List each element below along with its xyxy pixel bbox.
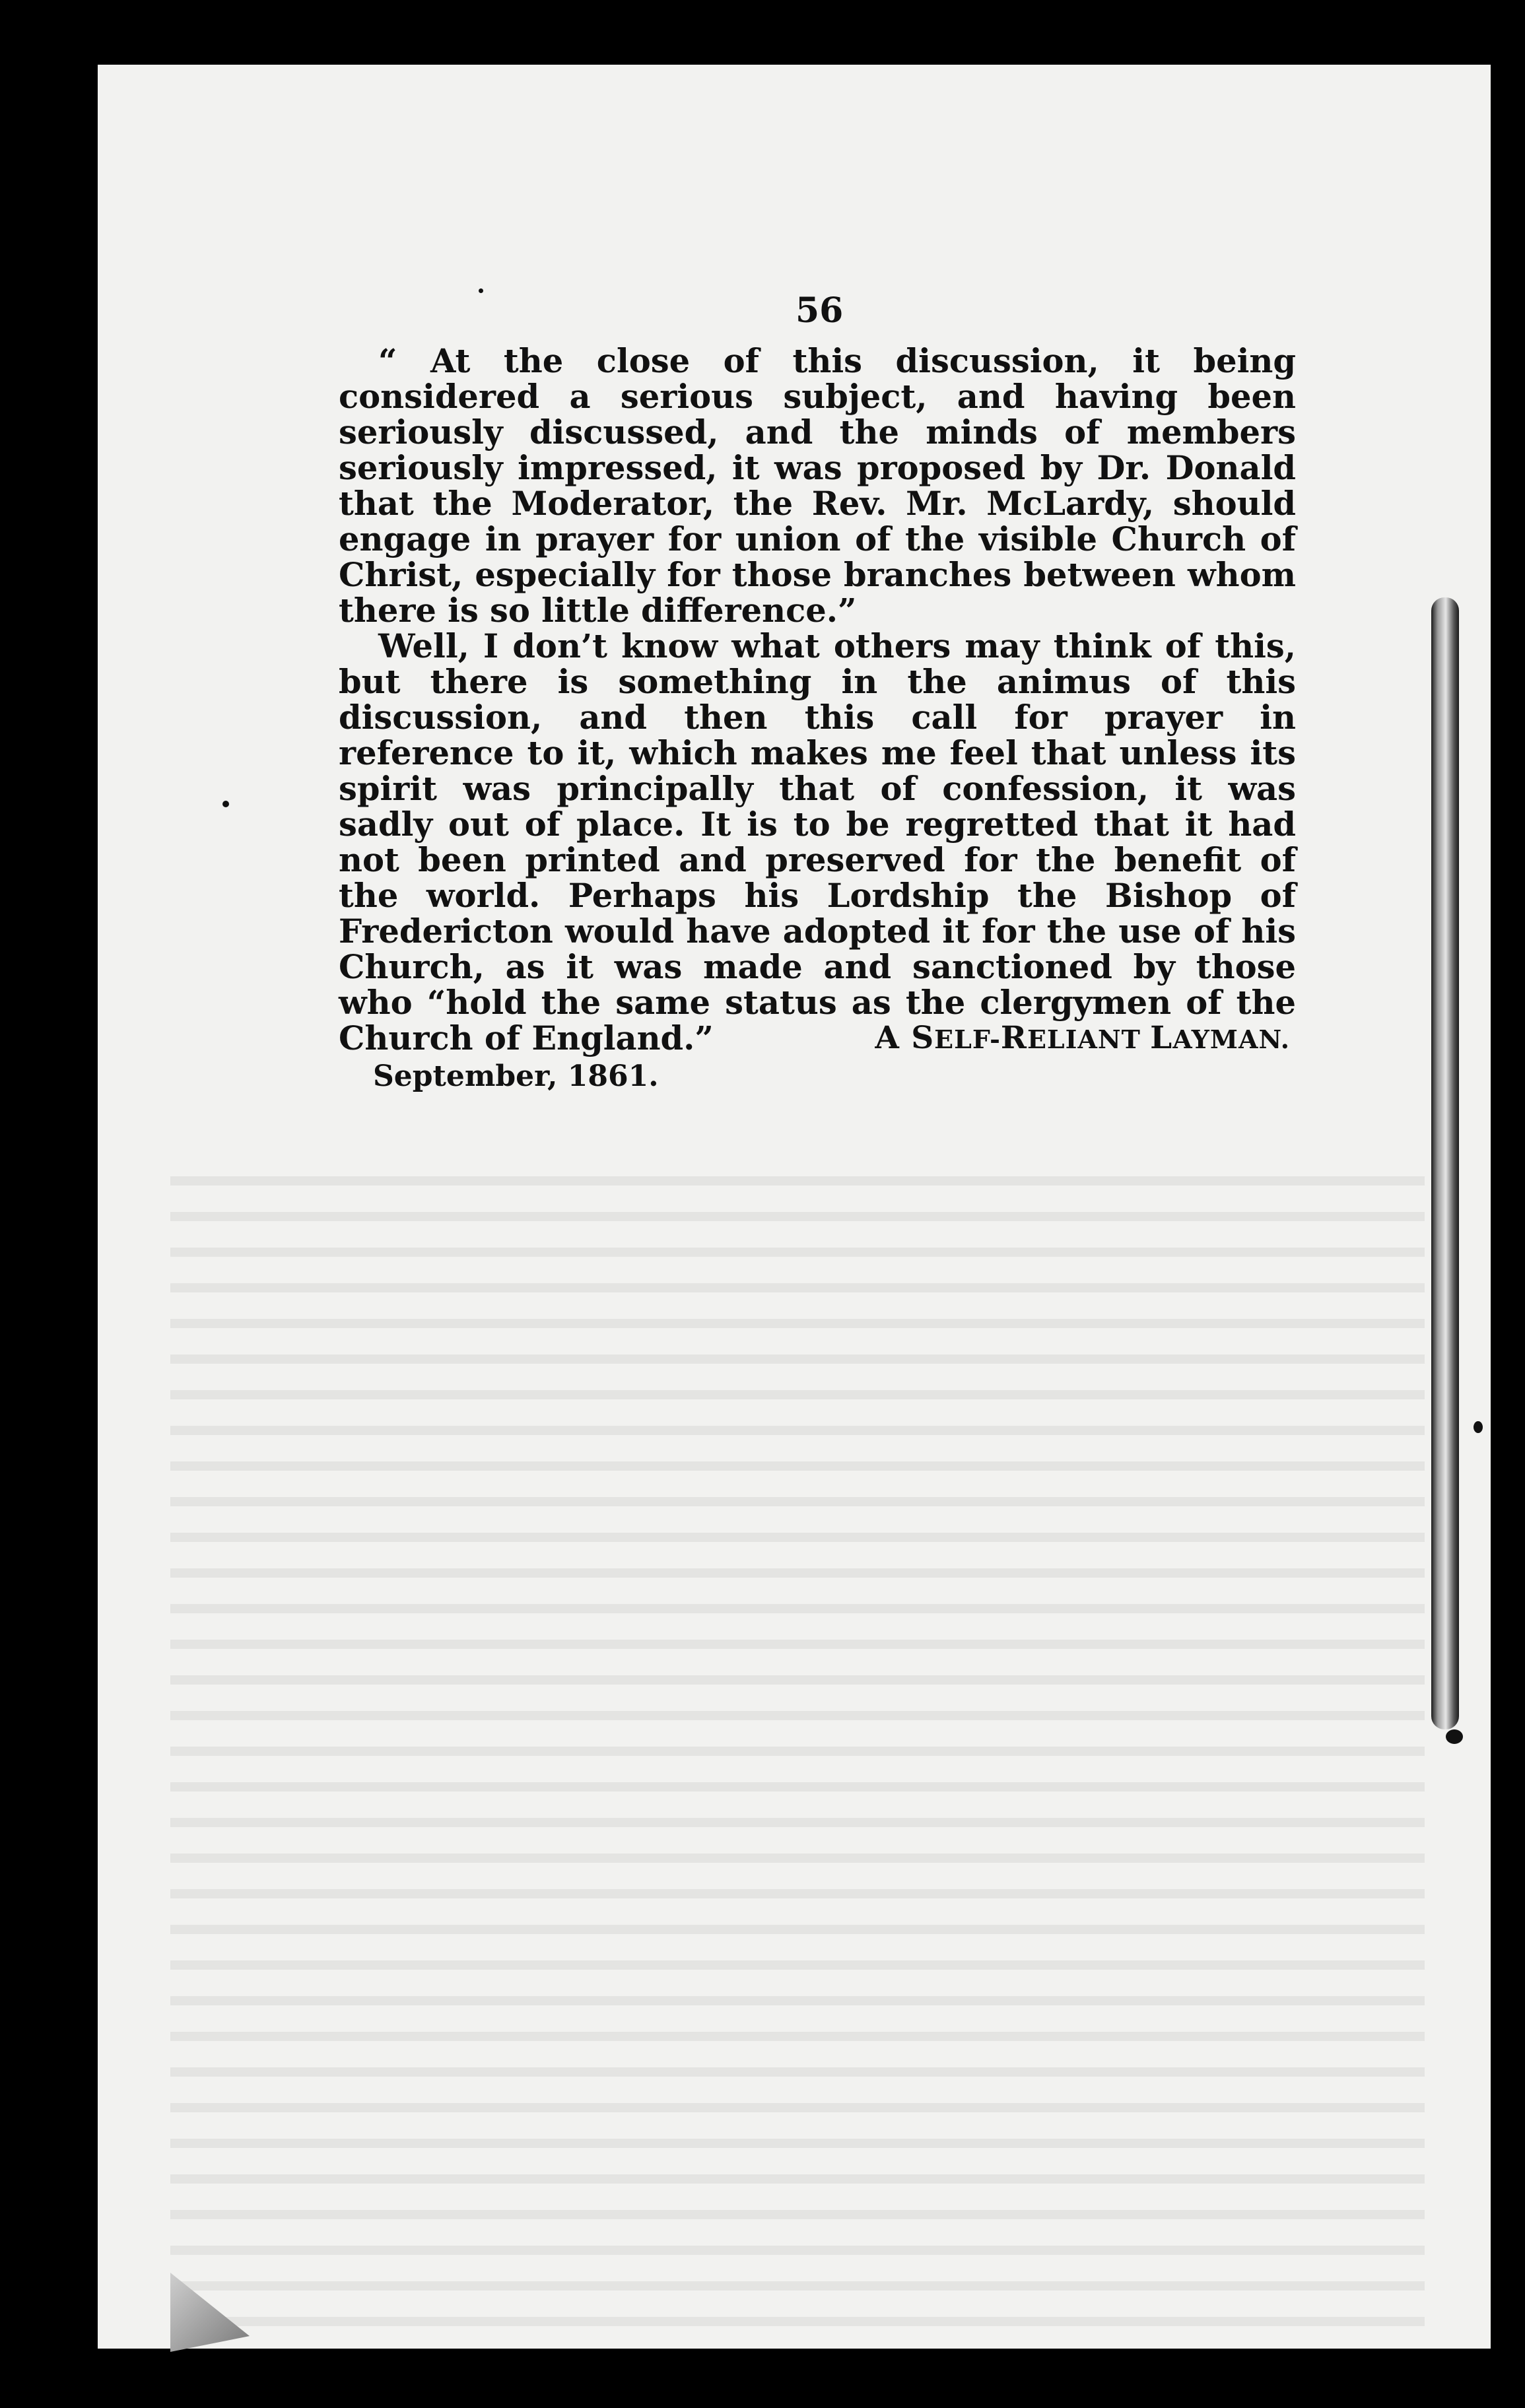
date-line: September, 1861. (373, 1059, 659, 1093)
ink-speck (222, 801, 229, 807)
signature-layman: AYMAN. (1172, 1024, 1290, 1054)
ink-speck (1446, 1729, 1463, 1744)
signature-self: ELF- (934, 1024, 1001, 1054)
signature-cap-r: R (1000, 1020, 1027, 1056)
bleed-through-text (170, 1154, 1425, 2408)
ink-speck (479, 288, 483, 293)
signature-reliant: ELIANT (1027, 1024, 1151, 1054)
ink-speck (1474, 1421, 1483, 1433)
signature (875, 1020, 1290, 1056)
paragraph-commentary: Well, I don’t know what others may think of this, but there is something in the animus of this discussion, and then this call for prayer in reference to it, which makes me feel that unless its spirit was principally that of confession, it was sadly out of place. It is to be regretted that it had not been printed and preserved for the benefit of the world. Perhaps his Lordship the Bishop of Fredericton would have adopted it for the use of his Church, as it was made and sanctioned by those who “hold the same status as the clergymen of the Church of England.” (339, 627, 1296, 1057)
signature-cap-l: L (1150, 1020, 1173, 1056)
signature-prefix: A (875, 1020, 912, 1056)
page-number: 56 (796, 290, 844, 331)
body-text (339, 343, 1296, 1056)
paragraph-quote: “ At the close of this discussion, it being considered a serious subject, and having been seriously discussed, and the minds of members seriously impressed, it was proposed by Dr. Donald that the Moderator, the Rev. Mr. McLardy, should engage in prayer for union of the visible Church of Christ, especially for those branches between whom there is so little difference.” (339, 342, 1296, 630)
torn-edge (1431, 597, 1459, 1729)
signature-cap-s: S (911, 1020, 935, 1056)
